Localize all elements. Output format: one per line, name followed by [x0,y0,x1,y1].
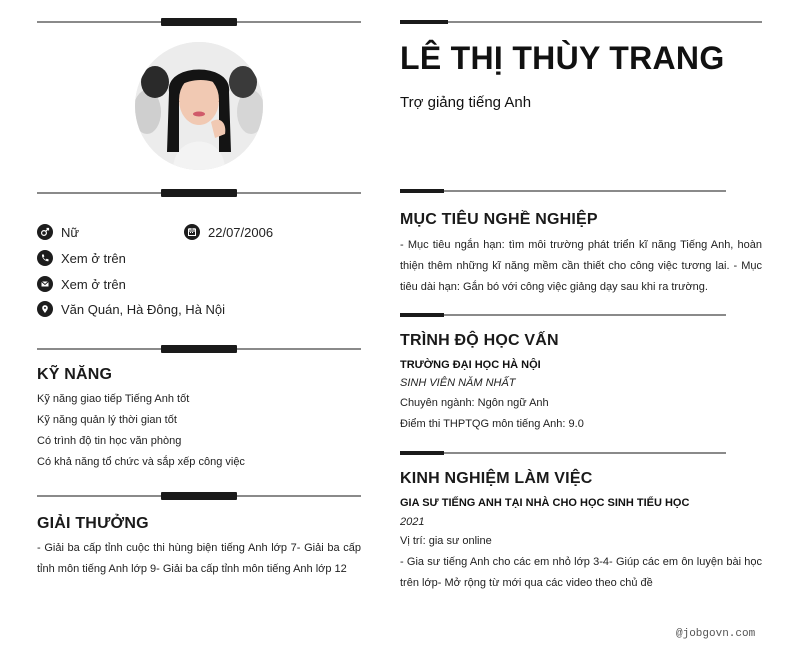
experience-year: 2021 [400,516,425,528]
education-title: TRÌNH ĐỘ HỌC VẤN [400,332,559,349]
phone-text: Xem ở trên [61,250,126,266]
location-icon [37,301,53,317]
objective-title: MỤC TIÊU NGHỀ NGHIỆP [400,211,598,228]
divider-experience [400,451,726,455]
divider-objective [400,189,726,193]
education-status: SINH VIÊN NĂM NHẤT [400,377,516,389]
calendar-icon [184,224,200,240]
skill-item: Có khả năng tổ chức và sắp xếp công việc [37,456,245,468]
gender-icon [37,224,53,240]
skills-title: KỸ NĂNG [37,366,113,383]
watermark: @jobgovn.com [676,628,756,640]
avatar [135,42,263,170]
phone-icon [37,250,53,266]
awards-text: - Giải ba cấp tỉnh cuộc thi hùng biện tiếng Anh lớp 7- Giải ba cấp tỉnh môn tiếng Anh lớp 9- Giải ba cấp tỉnh môn tiếng Anh lớp 12 [37,542,361,575]
education-major: Chuyên ngành: Ngôn ngữ Anh [400,397,549,409]
divider-top-left [37,18,361,26]
contact-gender [37,224,79,240]
skill-item: Kỹ năng quản lý thời gian tốt [37,414,177,426]
education-school: TRƯỜNG ĐẠI HỌC HÀ NỘI [400,359,541,371]
contact-address [37,301,225,317]
candidate-role: Trợ giảng tiếng Anh [400,94,532,111]
email-icon [37,276,53,292]
avatar-photo [135,42,263,170]
awards-title: GIẢI THƯỞNG [37,515,149,532]
skill-item: Kỹ năng giao tiếp Tiếng Anh tốt [37,393,190,405]
email-text: Xem ở trên [61,276,126,292]
contact-phone [37,250,126,266]
experience-job-title: GIA SƯ TIẾNG ANH TẠI NHÀ CHO HỌC SINH TIỂU HỌC [400,497,690,509]
gender-text: Nữ [61,224,80,240]
divider-after-avatar [37,189,361,197]
education-score: Điểm thi THPTQG môn tiếng Anh: 9.0 [400,418,584,430]
address-text: Văn Quán, Hà Đông, Hà Nội [61,301,226,317]
divider-education [400,313,726,317]
experience-title: KINH NGHIỆM LÀM VIỆC [400,470,593,487]
birthday-text: 22/07/2006 [208,224,274,240]
candidate-name: LÊ THỊ THÙY TRANG [400,40,725,76]
contact-birthday [184,224,273,240]
divider-skills [37,345,361,353]
experience-position: Vị trí: gia sư online [400,535,492,547]
divider-top-right [400,20,762,24]
objective-text: - Mục tiêu ngắn hạn: tìm môi trường phát triển kĩ năng Tiếng Anh, hoàn thiện thêm những kĩ năng mềm cần thiết cho công việc tương lai. - Mục tiêu dài hạn: Gắn bó với công việc giảng dạy sau khi ra trường. [400,239,762,293]
divider-awards [37,492,361,500]
experience-description: - Gia sư tiếng Anh cho các em nhỏ lớp 3-4- Giúp các em ôn luyện bài học trên lớp- Mở rộng từ mới qua các video theo chủ đề [400,556,762,589]
skill-item: Có trình độ tin học văn phòng [37,435,182,447]
contact-email [37,276,126,292]
